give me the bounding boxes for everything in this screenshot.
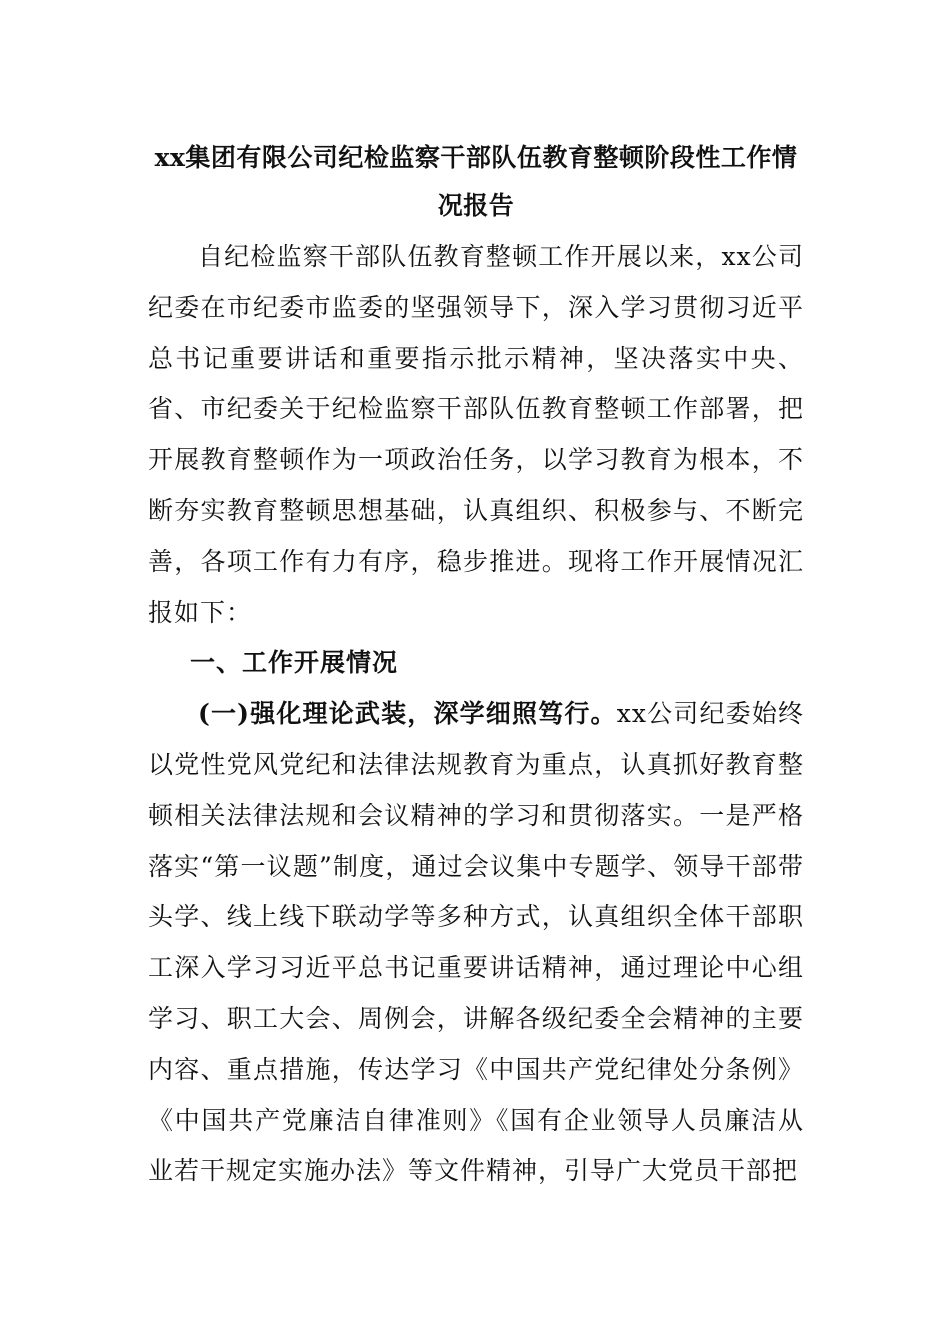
intro-paragraph: 自纪检监察干部队伍教育整顿工作开展以来，xx公司纪委在市纪委市监委的坚强领导下，深入学习贯彻习近平总书记重要讲话和重要指示批示精神，坚决落实中央、省、市纪委关于纪检监察干部队伍教育整顿工作部署，把开展教育整顿作为一项政治任务，以学习教育为根本，不断夯实教育整顿思想基础，认真组织、积极参与、不断完善，各项工作有力有序，稳步推进。现将工作开展情况汇报如下： [148, 242, 804, 627]
subsection-lead: (一)强化理论武装，深学细照笃行。 [198, 699, 617, 729]
subsection-text: xx公司纪委始终以党性党风党纪和法律法规教育为重点，认真抓好教育整顿相关法律法规和会议精神的学习和贯彻落实。一是严格落实“第一议题”制度，通过会议集中专题学、领导干部带头学、线上线下联动学等多种方式，认真组织全体干部职工深入学习习近平总书记重要讲话精神，通过理论中心组学习、职工大会、周例会，讲解各级纪委全会精神的主要内容、重点措施，传达学习《中国共产党纪律处分条例》《中国共产党廉洁自律准则》《国有企业领导人员廉洁从业若干规定实施办法》等文件精神，引导广大党员干部把 [148, 699, 804, 1186]
section-heading-work-progress: 一、工作开展情况 [190, 648, 399, 678]
subsection-paragraph-theory [148, 689, 804, 1197]
document-body [148, 232, 804, 1197]
document-title: xx集团有限公司纪检监察干部队伍教育整顿阶段性工作情况报告 [154, 143, 798, 220]
